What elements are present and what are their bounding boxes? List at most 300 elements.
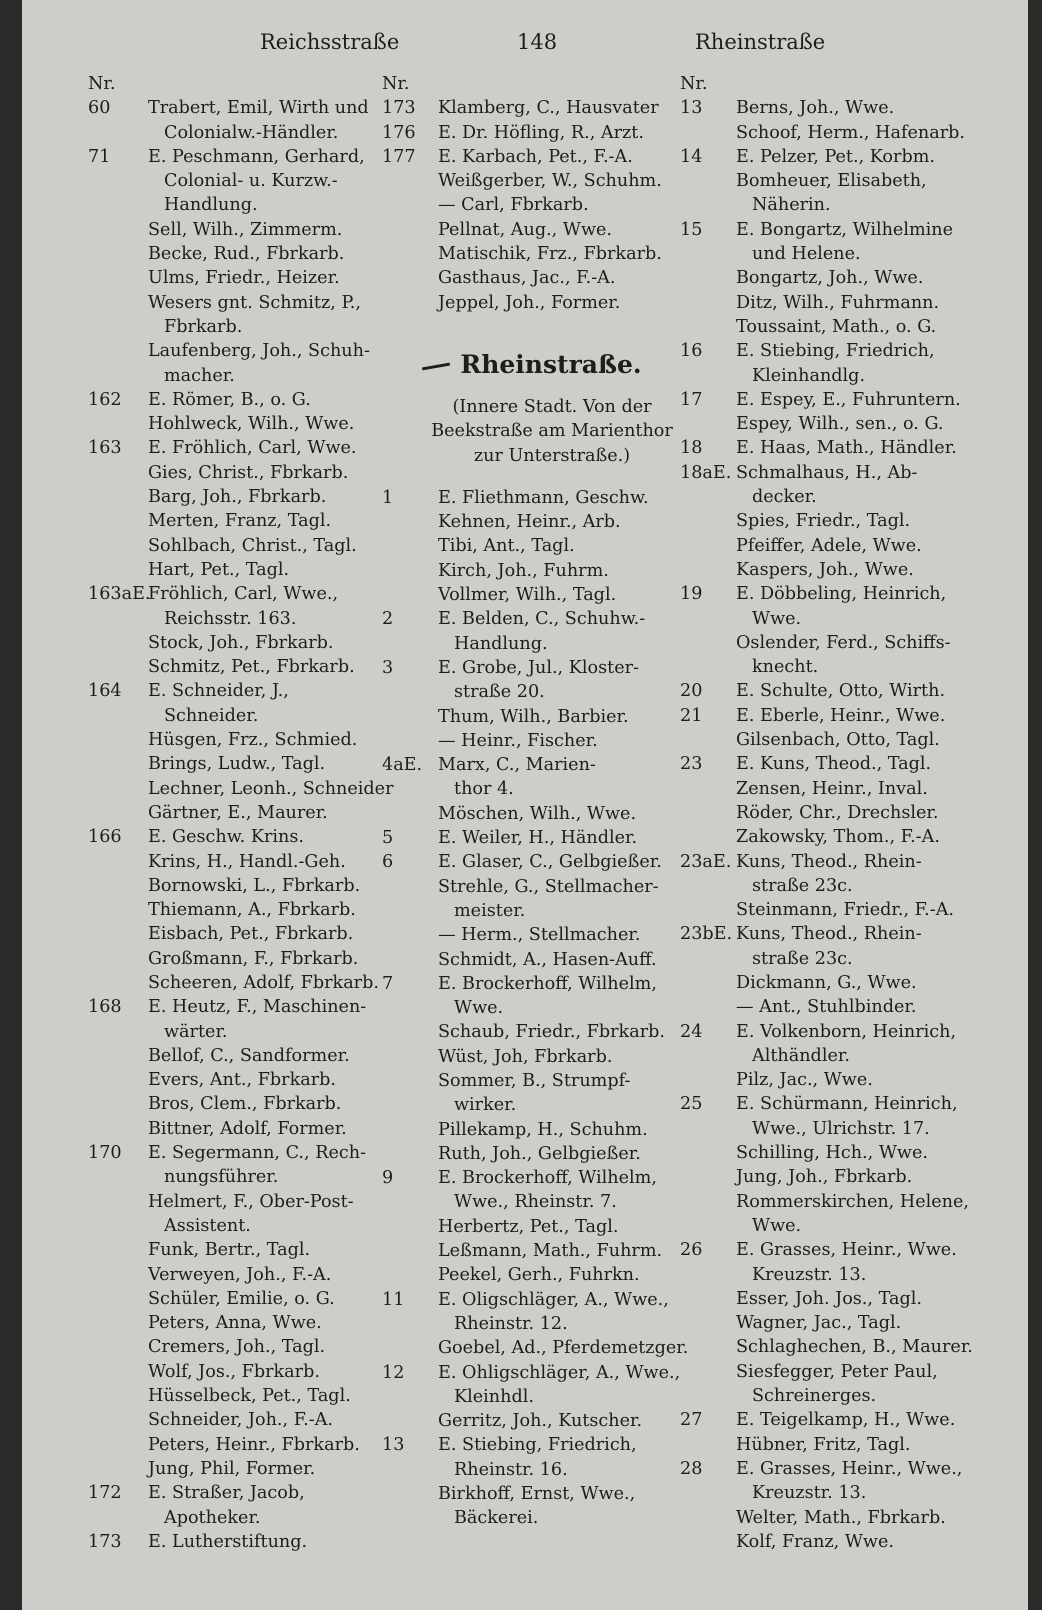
directory-entry <box>680 218 992 242</box>
resident-text: Lechner, Leonh., Schneider <box>148 778 394 799</box>
resident-text: Reichsstr. 163. <box>164 608 297 629</box>
resident-text: E. Kuns, Theod., Tagl. <box>736 754 932 775</box>
resident-text: Kuns, Theod., Rhein- <box>736 851 922 872</box>
directory-entry <box>680 266 992 290</box>
directory-entry <box>680 679 992 703</box>
house-number <box>680 874 736 898</box>
house-number <box>88 218 148 242</box>
resident-text: straße 20. <box>454 682 545 703</box>
directory-entry <box>382 802 682 826</box>
house-number <box>680 485 736 509</box>
resident-text: Ulms, Friedr., Heizer. <box>148 268 340 289</box>
resident-text: Steinmann, Friedr., F.-A. <box>736 900 954 921</box>
resident-text: Bros, Clem., Fbrkarb. <box>148 1094 342 1115</box>
directory-entry <box>382 1312 682 1336</box>
resident-text: Bellof, C., Sandformer. <box>148 1045 350 1066</box>
resident-text: Dickmann, G., Wwe. <box>736 972 917 993</box>
resident-text: E. Bongartz, Wilhelmine <box>736 219 954 240</box>
directory-entry <box>680 1457 992 1481</box>
resident-text: E. Schulte, Otto, Wirth. <box>736 681 946 702</box>
house-number <box>382 169 438 193</box>
directory-entry <box>88 607 400 631</box>
resident-text: Wwe. <box>454 998 504 1019</box>
house-number <box>88 242 148 266</box>
house-number <box>680 1068 736 1092</box>
page-number: 148 <box>517 30 558 54</box>
directory-entry <box>382 1263 682 1287</box>
house-number <box>382 1458 438 1482</box>
house-number <box>382 1263 438 1287</box>
house-number <box>88 947 148 971</box>
house-number <box>88 1335 148 1359</box>
directory-entry <box>88 777 400 801</box>
house-number: 9 <box>382 1168 394 1189</box>
resident-text: nungsführer. <box>164 1167 279 1188</box>
directory-entry <box>680 850 992 874</box>
resident-text: Sohlbach, Christ., Tagl. <box>148 535 357 556</box>
house-number: 27 <box>680 1410 703 1431</box>
resident-text: Wwe., Rheinstr. 7. <box>454 1192 617 1213</box>
directory-entry <box>680 582 992 606</box>
nr-label: Nr. <box>88 74 116 94</box>
directory-entry <box>88 825 400 849</box>
house-number <box>382 242 438 266</box>
resident-text: E. Weiler, H., Händler. <box>438 828 638 849</box>
house-number: 170 <box>88 1143 122 1164</box>
resident-text: Schneider. <box>164 705 259 726</box>
house-number <box>680 1530 736 1554</box>
house-number: 60 <box>88 98 111 119</box>
directory-entry <box>680 291 992 315</box>
resident-text: Wagner, Jac., Tagl. <box>736 1313 902 1334</box>
directory-entry <box>88 1335 400 1359</box>
section-title-text: Rheinstraße. <box>460 349 642 379</box>
house-number <box>88 874 148 898</box>
directory-entry <box>88 1360 400 1384</box>
house-number <box>382 1069 438 1093</box>
house-number <box>680 291 736 315</box>
resident-text: E. Stiebing, Friedrich, <box>438 1435 637 1456</box>
resident-text: Jung, Joh., Fbrkarb. <box>736 1167 913 1188</box>
house-number: 21 <box>680 705 703 726</box>
resident-text: Bäckerei. <box>454 1508 539 1529</box>
resident-text: Colonial- u. Kurzw.- <box>164 171 338 192</box>
resident-text: — Heinr., Fischer. <box>438 730 598 751</box>
directory-entry <box>382 777 682 801</box>
house-number <box>382 1118 438 1142</box>
resident-text: Goebel, Ad., Pferdemetzger. <box>438 1338 689 1359</box>
directory-entry <box>680 509 992 533</box>
directory-entry <box>382 899 682 923</box>
house-number <box>680 242 736 266</box>
directory-entry <box>382 972 682 996</box>
directory-entry <box>382 1506 682 1530</box>
house-number <box>680 558 736 582</box>
house-number <box>88 631 148 655</box>
house-number: 25 <box>680 1094 703 1115</box>
directory-entry <box>680 1165 992 1189</box>
directory-entry <box>680 1481 992 1505</box>
house-number <box>680 947 736 971</box>
directory-entry <box>88 1068 400 1092</box>
house-number: 23aE. <box>680 851 732 872</box>
house-number <box>680 534 736 558</box>
house-number <box>680 1481 736 1505</box>
house-number <box>88 704 148 728</box>
directory-entry <box>382 559 682 583</box>
resident-text: Rheinstr. 16. <box>454 1459 568 1480</box>
resident-text: Leßmann, Math., Fuhrm. <box>438 1241 663 1262</box>
resident-text: Klamberg, C., Hausvater <box>438 98 659 119</box>
resident-text: Oslender, Ferd., Schiffs- <box>736 632 951 653</box>
resident-text: Laufenberg, Joh., Schuh- <box>148 341 370 362</box>
directory-entry <box>88 242 400 266</box>
house-number <box>680 1190 736 1214</box>
resident-text: — Ant., Stuhlbinder. <box>736 997 917 1018</box>
house-number <box>88 1020 148 1044</box>
resident-text: Thiemann, A., Fbrkarb. <box>148 900 356 921</box>
house-number <box>382 510 438 534</box>
intro-line: Beekstraße am Marienthor <box>431 421 673 442</box>
resident-text: Peekel, Gerh., Fuhrkn. <box>438 1265 640 1286</box>
resident-text: Schaub, Friedr., Fbrkarb. <box>438 1022 665 1043</box>
directory-entry <box>382 218 682 242</box>
resident-text: E. Straßer, Jacob, <box>148 1483 305 1504</box>
directory-entry <box>382 1433 682 1457</box>
resident-text: Kleinhandlg. <box>752 365 866 386</box>
resident-text: Jung, Phil, Former. <box>148 1458 316 1479</box>
resident-text: Fbrkarb. <box>164 316 243 337</box>
resident-text: macher. <box>164 365 235 386</box>
resident-text: Schmidt, A., Hasen-Auff. <box>438 949 657 970</box>
directory-entry <box>88 364 400 388</box>
house-number <box>88 728 148 752</box>
house-number <box>88 266 148 290</box>
directory-entry <box>88 1238 400 1262</box>
house-number <box>88 1238 148 1262</box>
directory-entry <box>680 1044 992 1068</box>
resident-text: Herbertz, Pet., Tagl. <box>438 1216 619 1237</box>
resident-text: Krins, H., Handl.-Geh. <box>148 851 346 872</box>
directory-entry <box>88 558 400 582</box>
house-number <box>88 485 148 509</box>
resident-text: Ditz, Wilh., Fuhrmann. <box>736 292 940 313</box>
house-number <box>382 1482 438 1506</box>
directory-entry <box>382 656 682 680</box>
directory-entry <box>382 1385 682 1409</box>
resident-text: Kreuzstr. 13. <box>752 1483 867 1504</box>
resident-text: E. Espey, E., Fuhruntern. <box>736 389 961 410</box>
resident-text: Kolf, Franz, Wwe. <box>736 1531 894 1552</box>
resident-text: Sommer, B., Strumpf- <box>438 1070 631 1091</box>
resident-text: Wwe. <box>752 1215 802 1236</box>
house-number: 11 <box>382 1289 405 1310</box>
house-number <box>88 1433 148 1457</box>
house-number <box>382 996 438 1020</box>
directory-entry <box>382 1336 689 1360</box>
directory-entry <box>680 1360 992 1384</box>
directory-entry <box>680 193 992 217</box>
directory-entry <box>88 1457 400 1481</box>
header-right-street: Rheinstraße <box>695 30 826 54</box>
house-number <box>680 1117 736 1141</box>
resident-text: straße 23c. <box>752 875 853 896</box>
house-number <box>88 339 148 363</box>
resident-text: E. Karbach, Pet., F.-A. <box>438 146 633 167</box>
directory-entry <box>382 1069 682 1093</box>
resident-text: Kreuzstr. 13. <box>752 1264 867 1285</box>
directory-entry <box>680 1408 992 1432</box>
house-number <box>382 777 438 801</box>
resident-text: straße 23c. <box>752 948 853 969</box>
house-number <box>680 607 736 631</box>
house-number <box>680 1044 736 1068</box>
resident-text: wärter. <box>164 1021 228 1042</box>
resident-text: Bongartz, Joh., Wwe. <box>736 268 924 289</box>
resident-text: E. Pelzer, Pet., Korbm. <box>736 146 935 167</box>
house-number <box>88 1384 148 1408</box>
directory-entry <box>680 1141 992 1165</box>
resident-text: Becke, Rud., Fbrkarb. <box>148 244 345 265</box>
resident-text: Gerritz, Joh., Kutscher. <box>438 1411 643 1432</box>
directory-entry <box>88 315 400 339</box>
house-number: 3 <box>382 657 394 678</box>
house-number <box>680 728 736 752</box>
house-number <box>680 971 736 995</box>
house-number <box>382 680 438 704</box>
directory-entry <box>88 704 400 728</box>
directory-entry <box>88 412 400 436</box>
directory-entry <box>88 1165 400 1189</box>
resident-text: Brings, Ludw., Tagl. <box>148 754 326 775</box>
directory-entry <box>382 826 682 850</box>
directory-entry <box>680 947 992 971</box>
directory-entry <box>680 1530 992 1554</box>
house-number <box>680 169 736 193</box>
resident-text: Siesfegger, Peter Paul, <box>736 1361 938 1382</box>
house-number <box>680 655 736 679</box>
resident-text: Evers, Ant., Fbrkarb. <box>148 1070 336 1091</box>
house-number <box>680 315 736 339</box>
resident-text: Kehnen, Heinr., Arb. <box>438 512 621 533</box>
directory-entry <box>680 777 992 801</box>
resident-text: Handlung. <box>454 633 548 654</box>
directory-entry <box>680 1068 992 1092</box>
resident-text: Vollmer, Wilh., Tagl. <box>438 585 617 606</box>
directory-entry <box>382 753 682 777</box>
resident-text: Welter, Math., Fbrkarb. <box>736 1507 946 1528</box>
house-number <box>88 1214 148 1238</box>
title-dash-ornament <box>422 363 450 371</box>
directory-entry <box>680 461 992 485</box>
directory-entry <box>680 1433 992 1457</box>
resident-text: thor 4. <box>454 779 514 800</box>
resident-text: Schmitz, Pet., Fbrkarb. <box>148 657 355 678</box>
column-1 <box>88 72 400 1554</box>
directory-entry <box>680 704 992 728</box>
directory-entry <box>88 728 400 752</box>
directory-entry <box>88 1311 400 1335</box>
house-number <box>88 1165 148 1189</box>
resident-text: E. Fröhlich, Carl, Wwe. <box>148 438 357 459</box>
house-number <box>382 291 438 315</box>
directory-entry <box>680 995 992 1019</box>
resident-text: Barg, Joh., Fbrkarb. <box>148 487 327 508</box>
house-number <box>88 898 148 922</box>
directory-entry <box>88 1530 400 1554</box>
resident-text: E. Haas, Math., Händler. <box>736 438 957 459</box>
directory-entry <box>88 1408 400 1432</box>
directory-entry <box>88 679 400 703</box>
house-number <box>680 1214 736 1238</box>
resident-text: Helmert, F., Ober-Post- <box>148 1191 354 1212</box>
directory-entry <box>382 1093 682 1117</box>
resident-text: E. Volkenborn, Heinrich, <box>736 1021 957 1042</box>
column-2 <box>382 72 689 1531</box>
house-number <box>88 971 148 995</box>
resident-text: Röder, Chr., Drechsler. <box>736 802 939 823</box>
resident-text: E. Brockerhoff, Wilhelm, <box>438 1168 657 1189</box>
directory-entry <box>88 922 400 946</box>
resident-text: Zakowsky, Thom., F.-A. <box>736 827 940 848</box>
resident-text: Zensen, Heinr., Inval. <box>736 778 928 799</box>
directory-entry <box>382 486 682 510</box>
house-number <box>680 1311 736 1335</box>
resident-text: Kaspers, Joh., Wwe. <box>736 559 914 580</box>
directory-entry <box>382 193 682 217</box>
house-number: 12 <box>382 1362 405 1383</box>
resident-text: E. Glaser, C., Gelbgießer. <box>438 852 662 873</box>
house-number: 13 <box>680 98 703 119</box>
house-number <box>88 752 148 776</box>
house-number <box>382 559 438 583</box>
house-number <box>88 607 148 631</box>
house-number <box>680 777 736 801</box>
resident-text: Funk, Bertr., Tagl. <box>148 1240 311 1261</box>
directory-entry <box>88 1287 400 1311</box>
resident-text: Näherin. <box>752 195 831 216</box>
resident-text: Kleinhdl. <box>454 1386 534 1407</box>
directory-entry <box>680 971 992 995</box>
house-number: 71 <box>88 146 111 167</box>
house-number <box>382 802 438 826</box>
house-number <box>382 1142 438 1166</box>
directory-entry <box>680 1020 992 1044</box>
house-number <box>680 193 736 217</box>
resident-text: Pillekamp, H., Schuhm. <box>438 1119 648 1140</box>
house-number <box>680 995 736 1019</box>
house-number <box>88 801 148 825</box>
resident-text: Hart, Pet., Tagl. <box>148 559 290 580</box>
intro-line: zur Unterstraße.) <box>473 445 631 466</box>
resident-text: Birkhoff, Ernst, Wwe., <box>438 1484 636 1505</box>
directory-entry <box>382 850 682 874</box>
house-number <box>88 534 148 558</box>
directory-entry <box>382 996 682 1020</box>
directory-entry <box>680 898 992 922</box>
directory-entry <box>88 218 400 242</box>
directory-entry <box>382 291 682 315</box>
resident-text: E. Schürmann, Heinrich, <box>736 1094 958 1115</box>
directory-entry <box>382 1482 682 1506</box>
house-number <box>680 1360 736 1384</box>
house-number <box>382 729 438 753</box>
resident-text: Jeppel, Joh., Former. <box>438 292 621 313</box>
house-number <box>382 1215 438 1239</box>
resident-text: Ruth, Joh., Gelbgießer. <box>438 1143 641 1164</box>
resident-text: Tibi, Ant., Tagl. <box>438 536 575 557</box>
house-number <box>88 1408 148 1432</box>
house-number: 163 <box>88 438 122 459</box>
directory-entry <box>680 1190 992 1214</box>
resident-text: Handlung. <box>164 195 258 216</box>
house-number <box>88 364 148 388</box>
house-number <box>382 1336 438 1360</box>
directory-entry <box>680 1238 992 1262</box>
house-number <box>680 1141 736 1165</box>
resident-text: Fröhlich, Carl, Wwe., <box>148 584 339 605</box>
house-number <box>680 1263 736 1287</box>
resident-text: Schmalhaus, H., Ab- <box>736 462 918 483</box>
house-number: 1 <box>382 487 394 508</box>
resident-text: Schilling, Hch., Wwe. <box>736 1143 928 1164</box>
directory-page <box>22 0 1028 1610</box>
resident-text: E. Segermann, C., Rech- <box>148 1143 366 1164</box>
directory-entry <box>88 1141 400 1165</box>
directory-entry <box>88 971 400 995</box>
house-number <box>382 1045 438 1069</box>
directory-entry <box>382 266 682 290</box>
house-number <box>88 509 148 533</box>
house-number: 164 <box>88 681 122 702</box>
directory-entry <box>382 1190 682 1214</box>
house-number <box>680 121 736 145</box>
house-number <box>88 1190 148 1214</box>
resident-text: knecht. <box>752 657 819 678</box>
resident-text: Hüsgen, Frz., Schmied. <box>148 730 358 751</box>
resident-text: Colonialw.-Händler. <box>164 122 339 143</box>
house-number: 172 <box>88 1483 122 1504</box>
resident-text: E. Lutherstiftung. <box>148 1531 308 1552</box>
directory-entry <box>88 1092 400 1116</box>
directory-entry <box>382 1239 682 1263</box>
directory-entry <box>382 96 682 120</box>
directory-entry <box>680 1287 992 1311</box>
directory-entry <box>680 1117 992 1141</box>
resident-text: Schoof, Herm., Hafenarb. <box>736 122 965 143</box>
directory-entry <box>88 339 400 363</box>
directory-entry <box>88 752 400 776</box>
directory-entry <box>382 875 682 899</box>
house-number <box>382 875 438 899</box>
directory-entry <box>680 1335 992 1359</box>
house-number <box>88 1287 148 1311</box>
house-number <box>680 825 736 849</box>
house-number <box>382 1312 438 1336</box>
directory-entry <box>88 436 400 460</box>
house-number: 18 <box>680 438 703 459</box>
directory-entry <box>680 364 992 388</box>
resident-text: Hüsselbeck, Pet., Tagl. <box>148 1386 351 1407</box>
house-number <box>382 632 438 656</box>
resident-text: E. Döbbeling, Heinrich, <box>736 584 947 605</box>
directory-entry <box>88 1190 400 1214</box>
resident-text: E. Fliethmann, Geschw. <box>438 487 649 508</box>
resident-text: E. Dr. Höfling, R., Arzt. <box>438 122 644 143</box>
directory-entry <box>680 121 992 145</box>
directory-entry <box>382 705 682 729</box>
directory-entry <box>88 898 400 922</box>
